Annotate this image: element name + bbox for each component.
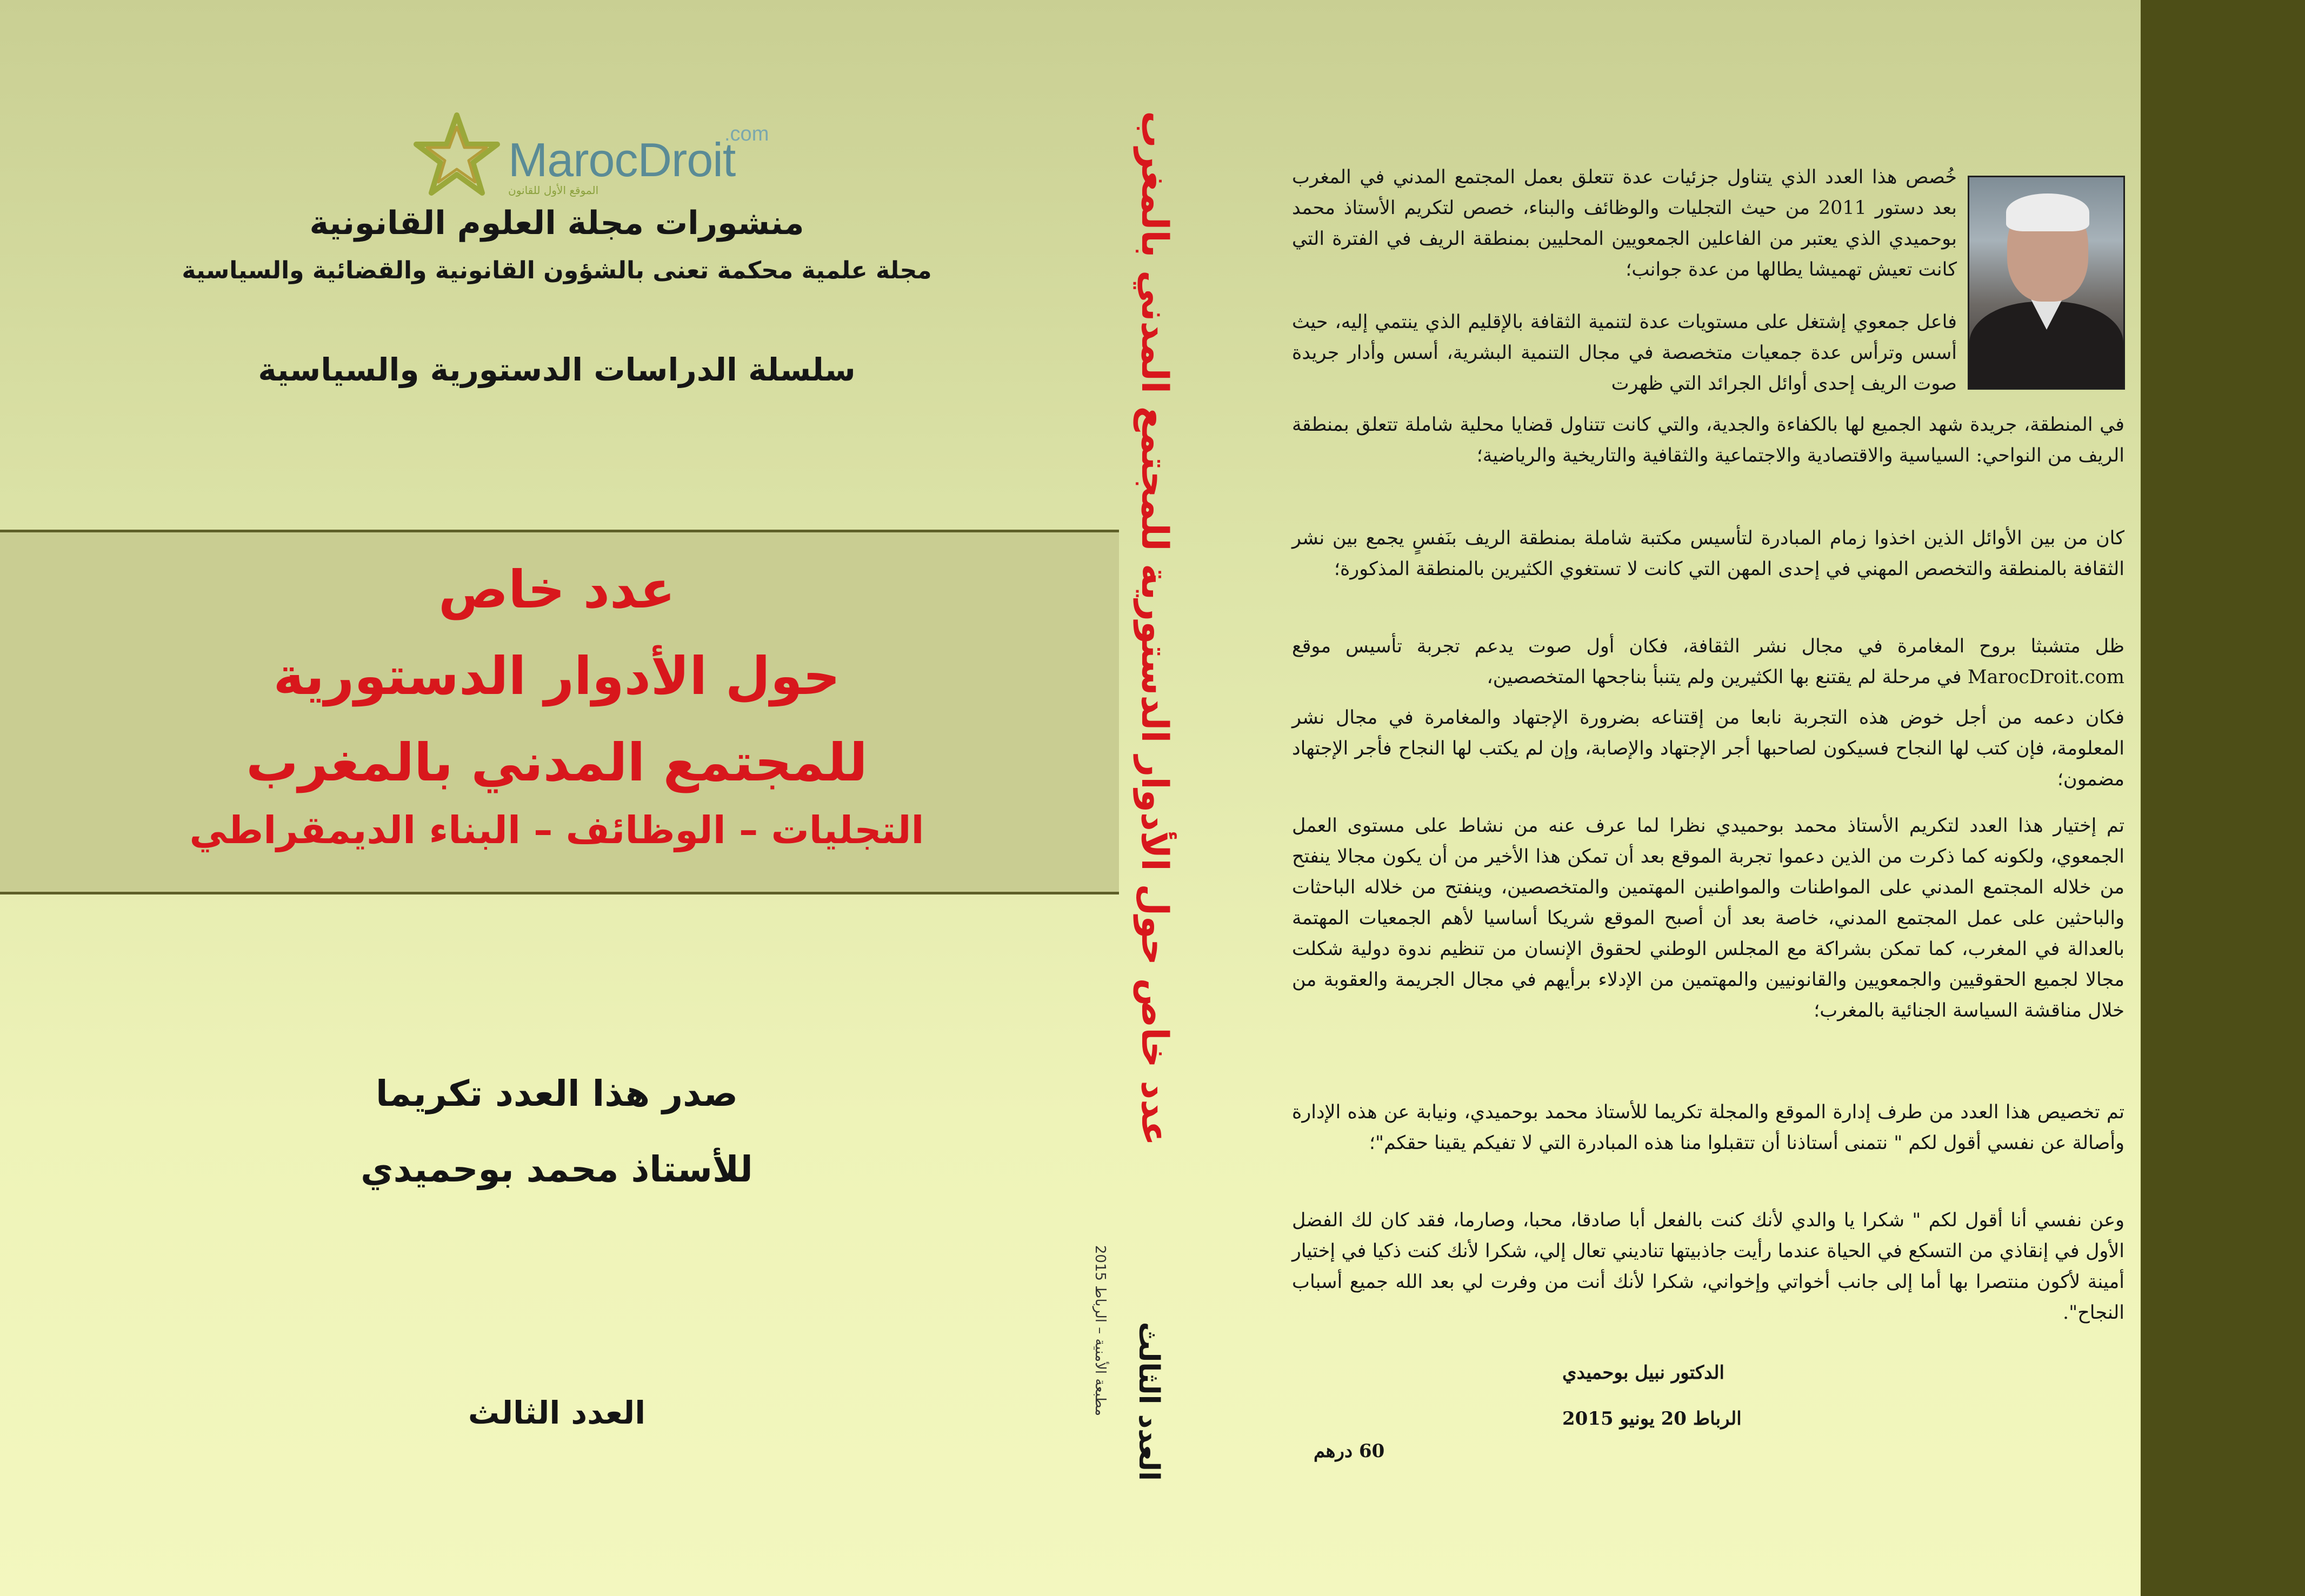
title-line-1: عدد خاص bbox=[438, 559, 676, 620]
spine-issue: العدد الثالث bbox=[1132, 1321, 1165, 1481]
dedication-line-1: صدر هذا العدد تكريما bbox=[375, 1073, 738, 1114]
logo-domain: .com bbox=[724, 123, 769, 145]
back-cover bbox=[1238, 0, 2141, 1596]
series-title: سلسلة الدراسات الدستورية والسياسية bbox=[258, 351, 856, 388]
marocdroit-logo bbox=[411, 111, 769, 197]
back-paragraph-3: في المنطقة، جريدة شهد الجميع لها بالكفاءة والجدية، والتي كانت تتناول قضايا محلية شاملة تتعلق بمنطقة الريف من النواحي: السياسية والاقتصادية والاجتماعية والثقافية والتاريخية والرياضية؛ bbox=[1292, 414, 2124, 466]
spine-printer: مطبعة الأمنية – الرباط 2015 bbox=[1092, 1245, 1108, 1416]
spine bbox=[1092, 0, 1238, 1596]
publisher-title: منشورات مجلة العلوم القانونية bbox=[309, 204, 804, 242]
back-paragraph-8: تم تخصيص هذا العدد من طرف إدارة الموقع والمجلة تكريما للأستاذ محمد بوحميدي، ونيابة عن هذه الإدارة وأصالة عن نفسي أقول لكم " نتمنى أستاذنا أن تتقبلوا منا هذه المبادرة التي لا تفيكم يقينا حقكم"؛ bbox=[1292, 1101, 2124, 1154]
back-paragraph-7: تم إختيار هذا العدد لتكريم الأستاذ محمد بوحميدي نظرا لما عرف عنه من نشاط على مستوى العمل الجمعوي، ولكونه كما ذكرت من الذين دعموا تجربة الموقع بعد أن تمكن هذا الأخير من أن يكون مجالا ينفتح من خلاله المجتمع المدني على المواطنات والمواطنين المهتمين والمتخصصين، وينفتح من خلاله الباحثات والباحثين على عمل المجتمع المدني، خاصة بعد أن أصبح الموقع شريكا أساسيا لأهم الجمعيات المهتمة بالعدالة في المغرب، كما تمكن بشراكة مع المجلس الوطني لحقوق الإنسان من تنظيم ندوة دولية شكلت مجالا لجميع الحقوقيين والجمعويين والقانونيين والمهتمين من الإدلاء برأيهم في مجال الجريمة والعقوبة من خلال مناقشة السياسة الجنائية بالمغرب؛ bbox=[1292, 815, 2124, 1021]
title-line-3: للمجتمع المدني بالمغرب bbox=[246, 732, 868, 793]
back-paragraph-2: فاعل جمعوي إشتغل على مستويات عدة لتنمية الثقافة بالإقليم الذي ينتمي إليه، حيث أسس وترأس عدة جمعيات متخصصة في مجال التنمية البشرية، أسس وأدار جريدة صوت الريف إحدى أوائل الجرائد التي ظهرت bbox=[1292, 311, 1957, 395]
cover-edge bbox=[2141, 0, 2305, 1596]
back-paragraph-6: فكان دعمه من أجل خوض هذه التجربة نابعا من إقتناعه بضرورة الإجتهاد والمغامرة في مجال نشر المعلومة، فإن كتب لها النجاح فسيكون لصاحبها أجر الإجتهاد والإصابة، وإن لم يكتب لها النجاح فأجر الإجتهاد مضمون؛ bbox=[1292, 707, 2124, 790]
back-paragraph-4: كان من بين الأوائل الذين اخذوا زمام المبادرة لتأسيس مكتبة شاملة بمنطقة الريف بنَفسٍ يجمع بين نشر الثقافة بالمنطقة والتخصص المهني في إحدى المهن التي كانت لا تستغوي الكثيرين بالمنطقة المذكورة؛ bbox=[1292, 527, 2124, 580]
spine-title: عدد خاص حول الأدوار الدستورية للمجتمع المدني بالمغرب bbox=[1133, 111, 1176, 1146]
publisher-subtitle: مجلة علمية محكمة تعنى بالشؤون القانونية والقضائية والسياسية bbox=[182, 257, 932, 284]
title-line-2: حول الأدوار الدستورية bbox=[273, 646, 841, 706]
signature-place-date: الرباط 20 يونيو 2015 bbox=[1562, 1408, 1742, 1430]
logo-name: MarocDroit bbox=[508, 133, 736, 186]
back-paragraph-5: ظل متشبثا بروح المغامرة في مجال نشر الثقافة، فكان أول صوت يدعم تجربة تأسيس موقع MarocDroit.com في مرحلة لم يقتنع بها الكثيرين ولم يتنبأ بناجحها المتخصصين، bbox=[1292, 636, 2124, 688]
logo-tagline: الموقع الأول للقانون bbox=[508, 184, 599, 197]
signature-name: الدكتور نبيل بوحميدي bbox=[1562, 1362, 1724, 1384]
author-photo bbox=[1968, 176, 2125, 390]
price: 60 درهم bbox=[1314, 1440, 1385, 1462]
title-line-4: التجليات – الوظائف – البناء الديمقراطي bbox=[189, 808, 924, 852]
back-paragraph-9: وعن نفسي أنا أقول لكم " شكرا يا والدي لأنك كنت بالفعل أبا صادقا، محبا، وصارما، فقد كان لك الفضل الأول في إنقاذي من التسكع في الحياة عندما رأيت جاذبيتها تناديني تعال إلي، شكرا لأنك كنت ذكيا في إختيار أمينة لأكون منتصرا بها أما إلى جانب أخواتي وإخواني، شكرا لأنك أنت من وفرت لي بعد الله جميع أسباب النجاح". bbox=[1292, 1210, 2124, 1324]
back-paragraph-1: خُصص هذا العدد الذي يتناول جزئيات عدة تتعلق بعمل المجتمع المدني في المغرب بعد دستور 2011 من حيث التجليات والوظائف والبناء، خصص لتكريم الأستاذ محمد بوحميدي الذي يعتبر من الفاعلين الجمعويين المحليين بمنطقة الريف في الفترة التي كانت تعيش تهميشا يطالها من عدة جوانب؛ bbox=[1292, 166, 1957, 281]
issue-number: العدد الثالث bbox=[468, 1394, 646, 1431]
dedication-line-2: للأستاذ محمد بوحميدي bbox=[361, 1148, 753, 1190]
star-icon bbox=[411, 111, 503, 203]
front-cover bbox=[0, 0, 1114, 1596]
